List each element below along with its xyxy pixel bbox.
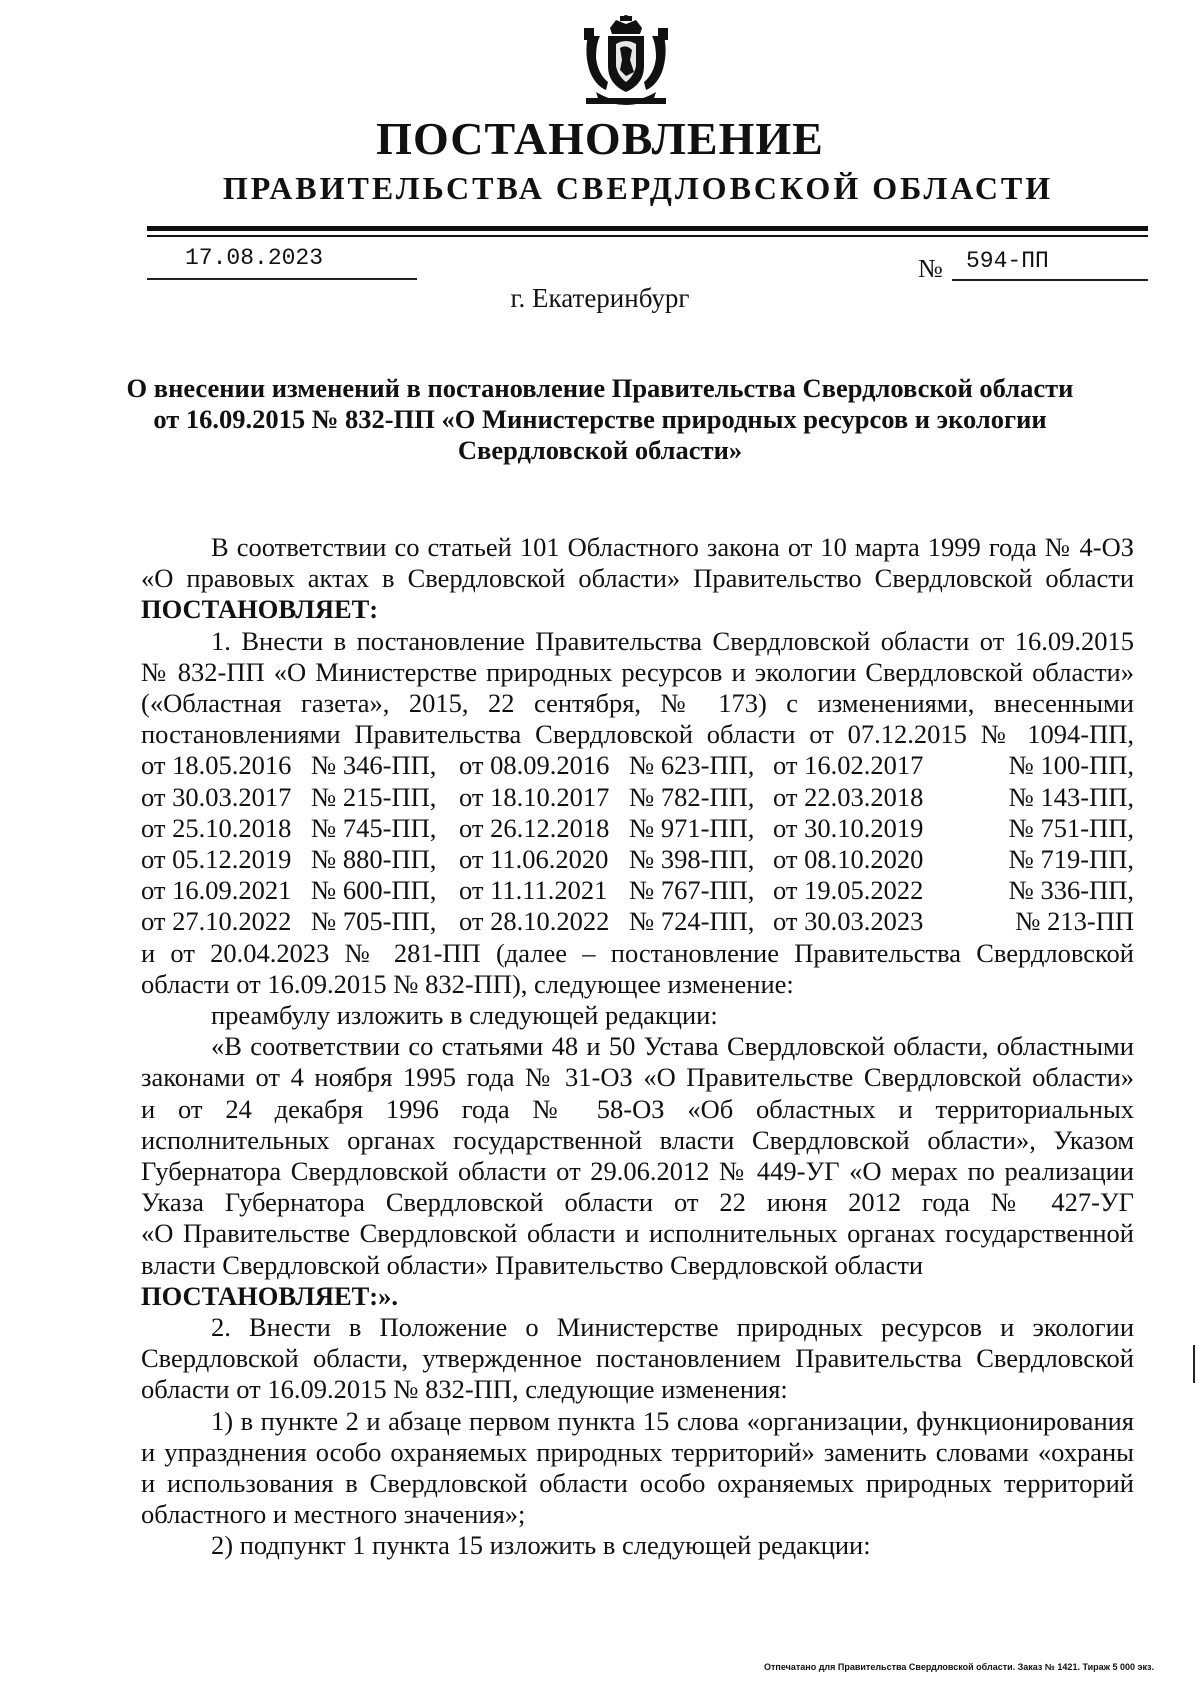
amendment-date: от 18.10.2017	[459, 781, 610, 812]
body-line: области от 16.09.2015 № 832-ПП, следующие изменения:	[141, 1374, 788, 1405]
amendment-number: № 705-ПП,	[311, 906, 437, 937]
amendment-date: от 18.05.2016	[141, 750, 292, 781]
body-line: № 832-ПП «О Министерстве природных ресурсов и экологии Свердловской области»	[141, 656, 1134, 687]
body-line: постановлениями Правительства Свердловской области от 07.12.2015 № 1094-ПП,	[141, 719, 1134, 750]
amendment-number: № 143-ПП,	[1008, 781, 1134, 812]
amendments-table-row	[141, 782, 1134, 813]
amendments-table-row	[141, 844, 1134, 875]
amendment-date: от 08.09.2016	[459, 750, 610, 781]
amendment-number: № 346-ПП,	[311, 750, 437, 781]
amendment-date: от 08.10.2020	[773, 844, 924, 874]
amendment-number: № 398-ПП,	[629, 844, 755, 874]
amendment-date: от 27.10.2022	[141, 906, 292, 937]
amendment-date: от 05.12.2019	[141, 844, 292, 874]
amendment-number: № 213-ПП	[1015, 906, 1134, 937]
amendment-number: № 745-ПП,	[311, 812, 437, 843]
resolves-heading: ПОСТАНОВЛЯЕТ:».	[141, 1280, 399, 1311]
subject-line: Свердловской области»	[457, 435, 743, 465]
date-underline	[147, 278, 417, 280]
city: г. Екатеринбург	[510, 283, 690, 313]
body-line: 1. Внести в постановление Правительства Свердловской области от 16.09.2015	[211, 625, 1134, 656]
document-subject	[0, 373, 1200, 466]
amendment-date: от 30.10.2019	[773, 812, 924, 843]
body-line: власти Свердловской области» Правительство Свердловской области	[141, 1249, 924, 1280]
number-label: №	[918, 254, 943, 283]
body-line: 1) в пункте 2 и абзаце первом пункта 15 слова «организации, функционирования	[211, 1405, 1134, 1436]
amendment-number: № 336-ПП,	[1008, 875, 1134, 906]
body-line: областного и местного значения»;	[141, 1499, 526, 1530]
amendment-number: № 724-ПП,	[629, 906, 755, 937]
body-line: «В соответствии со статьями 48 и 50 Устава Свердловской области, областными	[211, 1031, 1134, 1062]
amendment-date: от 30.03.2023	[773, 906, 924, 937]
amendment-date: от 11.11.2021	[459, 875, 608, 906]
amendment-number: № 719-ПП,	[1008, 844, 1134, 874]
print-footer: Отпечатано для Правительства Свердловской области. Заказ № 1421. Тираж 5 000 экз.	[764, 1662, 1154, 1672]
body-line: 2) подпункт 1 пункта 15 изложить в следующей редакции:	[211, 1530, 871, 1561]
body-line: законами от 4 ноября 1995 года № 31-ОЗ «О Правительстве Свердловской области»	[141, 1062, 1134, 1093]
body-line: и от 20.04.2023 № 281-ПП (далее – постановление Правительства Свердловской	[141, 937, 1134, 968]
header-rule-thick	[147, 226, 1148, 231]
amendment-number: № 751-ПП,	[1008, 812, 1134, 843]
amendment-date: от 19.05.2022	[773, 875, 924, 906]
body-line: и использования в Свердловской области особо охраняемых природных территорий	[141, 1468, 1134, 1498]
amendments-table-row	[141, 750, 1134, 781]
body-line: («Областная газета», 2015, 22 сентября, № 173) с изменениями, внесенными	[141, 688, 1134, 718]
amendments-table-row	[141, 813, 1134, 844]
amendment-date: от 26.12.2018	[459, 812, 610, 843]
amendment-date: от 11.06.2020	[459, 844, 609, 874]
amendment-number: № 215-ПП,	[311, 781, 437, 812]
body-line: Свердловской области, утвержденное постановлением Правительства Свердловской	[141, 1343, 1134, 1374]
document-date: 17.08.2023	[185, 245, 324, 271]
header-rule-thin	[147, 235, 1148, 237]
coat-of-arms-emblem	[580, 14, 672, 110]
amendment-number: № 100-ПП,	[1008, 750, 1134, 781]
body-line: преамбулу изложить в следующей редакции:	[211, 1000, 718, 1030]
document-number: 594-ПП	[966, 248, 1049, 274]
body-line: Губернатора Свердловской области от 29.06.2012 № 449-УГ «О мерах по реализации	[141, 1156, 1134, 1186]
body-line: 2. Внести в Положение о Министерстве природных ресурсов и экологии	[211, 1312, 1134, 1342]
document-title: ПОСТАНОВЛЕНИЕ	[376, 113, 824, 164]
document-subtitle: ПРАВИТЕЛЬСТВА СВЕРДЛОВСКОЙ ОБЛАСТИ	[222, 170, 1054, 206]
amendment-number: № 971-ПП,	[629, 812, 755, 843]
amendment-date: от 25.10.2018	[141, 812, 292, 843]
amendment-date: от 16.09.2021	[141, 875, 292, 906]
body-line: и упразднения особо охраняемых природных территорий» заменить словами «охраны	[141, 1436, 1134, 1467]
body-line: исполнительных органах государственной власти Свердловской области», Указом	[141, 1124, 1134, 1155]
amendment-date: от 30.03.2017	[141, 781, 292, 812]
body-line: Указа Губернатора Свердловской области от 22 июня 2012 года № 427-УГ	[141, 1187, 1134, 1218]
amendment-date: от 16.02.2017	[773, 750, 924, 781]
subject-line: от 16.09.2015 № 832-ПП «О Министерстве природных ресурсов и экологии	[153, 404, 1047, 434]
amendment-number: № 623-ПП,	[629, 750, 755, 781]
amendment-number: № 767-ПП,	[629, 875, 755, 906]
body-line: и от 24 декабря 1996 года № 58-ОЗ «Об областных и территориальных	[141, 1093, 1134, 1124]
amendment-date: от 22.03.2018	[773, 781, 924, 812]
margin-mark	[1193, 1345, 1195, 1383]
amendments-table-row	[141, 906, 1134, 937]
body-line: области от 16.09.2015 № 832-ПП), следующее изменение:	[141, 968, 794, 999]
amendment-number: № 600-ПП,	[311, 875, 437, 906]
body-line: В соответствии со статьей 101 Областного закона от 10 марта 1999 года № 4-ОЗ	[211, 532, 1134, 562]
amendment-number: № 880-ПП,	[311, 844, 437, 874]
body-line: «О Правительстве Свердловской области и исполнительных органах государственной	[141, 1218, 1134, 1249]
resolves-heading: ПОСТАНОВЛЯЕТ:	[141, 594, 379, 625]
amendment-number: № 782-ПП,	[629, 781, 755, 812]
amendments-table-row	[141, 875, 1134, 906]
amendment-date: от 28.10.2022	[459, 906, 610, 937]
number-underline	[952, 279, 1148, 281]
subject-line: О внесении изменений в постановление Правительства Свердловской области	[126, 373, 1074, 403]
body-line: «О правовых актах в Свердловской области» Правительство Свердловской области	[141, 563, 1134, 594]
